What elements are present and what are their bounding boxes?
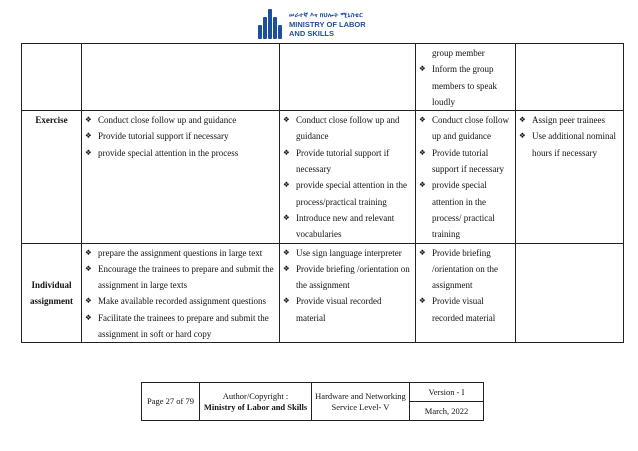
cell-continued-col4: [416, 44, 516, 111]
list-item: ❖ Conduct close follow up and guidance: [85, 112, 276, 128]
ministry-logo: [258, 8, 366, 40]
footer-date: March, 2022: [410, 402, 484, 421]
list-item: ❖ provide special attention in the process/practical training: [283, 177, 412, 210]
author-label: Author/Copyright :: [222, 390, 289, 401]
list-item: ❖ Provide briefing /orientation on the assignment: [419, 245, 512, 294]
list-item: ❖ provide special attention in the process: [85, 145, 276, 161]
footer-title: Hardware and Networking Service Level- V: [312, 383, 410, 421]
page-footer: [141, 382, 484, 421]
list-item: ❖ Provide visual recorded material: [283, 293, 412, 326]
list-item: ❖ Inform the group members to speak loudly: [419, 61, 512, 110]
cell-individual-col2: [82, 243, 280, 343]
cell-individual-col3: [280, 243, 416, 343]
list-item: ❖ Use additional nominal hours if necessary: [519, 128, 620, 161]
author-name: Ministry of Labor and Skills: [203, 401, 308, 412]
list-item: ❖ Facilitate the trainees to prepare and submit the assignment in soft or hard copy: [85, 310, 276, 343]
list-item: ❖ Provide briefing /orientation on the assignment: [283, 261, 412, 294]
list-item: ❖ Make available recorded assignment questions: [85, 293, 276, 309]
list-item: ❖ Provide tutorial support if necessary: [419, 145, 512, 178]
table-row-continued: [22, 44, 624, 111]
cell-individual-col4: [416, 243, 516, 343]
row-label-individual-assignment: Individual assignment: [22, 243, 82, 343]
logo-line-2: AND SKILLS: [289, 28, 334, 38]
list-item: ❖ provide special attention in the process/ practical training: [419, 177, 512, 242]
cell-empty: [22, 44, 82, 111]
cell-exercise-col5: [516, 111, 624, 243]
list-item: ❖ Provide tutorial support if necessary: [85, 128, 276, 144]
table-row-exercise: [22, 111, 624, 243]
support-strategy-table: [21, 43, 624, 343]
cell-exercise-col2: [82, 111, 280, 243]
list-item: ❖ Conduct close follow up and guidance: [283, 112, 412, 145]
footer-version: Version - I: [410, 383, 484, 402]
list-item: ❖ Provide tutorial support if necessary: [283, 145, 412, 178]
cell-empty: [280, 44, 416, 111]
logo-line-1: MINISTRY OF LABOR: [289, 19, 366, 29]
list-item: ❖ Encourage the trainees to prepare and submit the assignment in large texts: [85, 261, 276, 294]
cell-empty: [516, 243, 624, 343]
cell-exercise-col3: [280, 111, 416, 243]
table-row-individual-assignment: [22, 243, 624, 343]
ministry-emblem-icon: [258, 9, 284, 39]
list-item: ❖ Provide visual recorded material: [419, 293, 512, 326]
list-item: ❖ prepare the assignment questions in large text: [85, 245, 276, 261]
cell-empty: [82, 44, 280, 111]
continued-text: group member: [432, 48, 485, 58]
row-label-exercise: Exercise: [22, 111, 82, 243]
list-item: ❖ Conduct close follow up and guidance: [419, 112, 512, 145]
list-item: ❖ Introduce new and relevant vocabularies: [283, 210, 412, 243]
list-item: ❖ Assign peer trainees: [519, 112, 620, 128]
footer-author: [200, 383, 312, 421]
cell-empty: [516, 44, 624, 111]
cell-exercise-col4: [416, 111, 516, 243]
list-item: ❖ Use sign language interpreter: [283, 245, 412, 261]
page-number: Page 27 of 79: [142, 383, 200, 421]
logo-amharic: ሠራተኛ እና ክህሎት ሚኒስቴር: [289, 11, 363, 19]
ministry-logo-text: [289, 11, 366, 38]
